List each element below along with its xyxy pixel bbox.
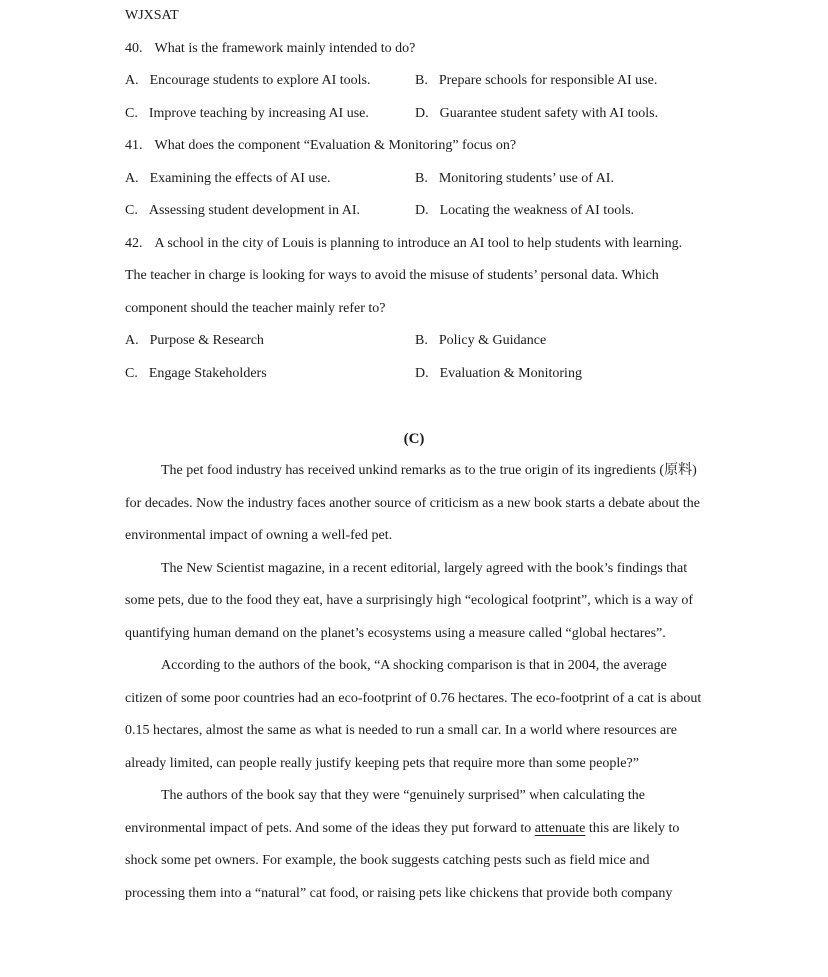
option-label: D. (415, 365, 429, 381)
question-42-text: A school in the city of Louis is planning to introduce an AI tool to help students with learning. The teacher in charge is looking for ways to avoid the misuse of students’ personal data. Which component should the teacher mainly refer to? (125, 235, 683, 316)
question-40-options-row-1 (125, 65, 703, 98)
question-42-options-row-1 (125, 325, 703, 358)
option-text: Monitoring students’ use of AI. (438, 170, 614, 186)
question-40-options-row-2 (125, 98, 703, 131)
question-42-option-a (125, 325, 415, 358)
option-text: Engage Stakeholders (148, 365, 267, 381)
question-42-option-b (415, 325, 703, 358)
question-40-option-d (415, 98, 703, 131)
question-40-option-b (415, 65, 703, 98)
option-text: Assessing student development in AI. (148, 203, 360, 218)
option-text: Purpose & Research (149, 333, 264, 348)
option-text: Evaluation & Monitoring (439, 365, 582, 381)
passage-paragraph-2: The New Scientist magazine, in a recent editorial, largely agreed with the book’s findings that some pets, due to the food they eat, have a surprisingly high “ecological footprint”, which is a way of quantifying human demand on the planet’s ecosystems using a measure called “global hectares”. (125, 560, 694, 641)
option-label: B. (415, 73, 428, 88)
option-label: B. (415, 333, 428, 348)
reading-passage-c (125, 423, 703, 911)
passage-paragraph-3: According to the authors of the book, “A shocking comparison is that in 2004, the average citizen of some poor countries had an eco-footprint of 0.76 hectares. The eco-footprint of a cat is about 0.15 hectares, almost the same as what is needed to run a small car. In a world where resources are already limited, can people really justify keeping pets that require more than some people?” (125, 658, 702, 771)
question-40-number: 40. (125, 40, 143, 56)
option-text: Guarantee student safety with AI tools. (439, 105, 659, 121)
question-41-options-row-2 (125, 195, 703, 228)
option-label: C. (125, 365, 138, 381)
question-42-option-c (125, 358, 415, 391)
option-label: D. (415, 203, 429, 218)
option-label: C. (125, 203, 138, 218)
option-text: Encourage students to explore AI tools. (149, 73, 371, 88)
question-41 (125, 130, 703, 228)
question-41-number: 41. (125, 138, 143, 153)
option-text: Improve teaching by increasing AI use. (148, 105, 369, 121)
question-42-option-d (415, 358, 703, 391)
passage-paragraph-4 (125, 780, 703, 910)
question-42-number: 42. (125, 235, 143, 251)
option-label: A. (125, 170, 139, 186)
option-text: Locating the weakness of AI tools. (439, 203, 635, 218)
question-42-options-row-2 (125, 358, 703, 391)
option-label: A. (125, 73, 139, 88)
option-text: Policy & Guidance (438, 333, 547, 348)
question-40-text: What is the framework mainly intended to do? (154, 40, 416, 56)
question-41-option-c (125, 195, 415, 228)
question-41-option-a (125, 163, 415, 196)
paragraph-4-pre-text: The authors of the book say that they were “genuinely surprised” when calculating the environmental impact of pets. And some of the ideas they put forward to (125, 788, 646, 836)
question-41-options-row-1 (125, 163, 703, 196)
question-40-stem (125, 33, 703, 66)
option-label: A. (125, 333, 139, 348)
underlined-vocab-word: attenuate (534, 820, 586, 836)
passage-section-heading: (C) (403, 430, 425, 447)
option-label: B. (415, 170, 428, 186)
option-label: C. (125, 105, 138, 121)
question-41-stem (125, 130, 703, 163)
passage-paragraph-1: The pet food industry has received unkind remarks as to the true origin of its ingredients (原料) for decades. Now the industry faces another source of criticism as a new book starts a debate about the environmental impact of owning a well-fed pet. (125, 463, 700, 543)
question-40-option-a (125, 65, 415, 98)
question-41-text: What does the component “Evaluation & Monitoring” focus on? (154, 138, 517, 153)
question-42-stem (125, 228, 703, 326)
question-40 (125, 33, 703, 131)
question-42 (125, 228, 703, 391)
option-text: Examining the effects of AI use. (149, 170, 331, 186)
option-text: Prepare schools for responsible AI use. (438, 73, 658, 88)
paragraph-4-post-text: this are likely to shock some pet owners. For example, the book suggests catching pests such as field mice and processing them into a “natural” cat food, or raising pets like chickens that provide both company (125, 820, 680, 901)
option-label: D. (415, 105, 429, 121)
question-40-option-c (125, 98, 415, 131)
question-41-option-d (415, 195, 703, 228)
question-41-option-b (415, 163, 703, 196)
page-header-watermark: WJXSAT (125, 8, 179, 23)
